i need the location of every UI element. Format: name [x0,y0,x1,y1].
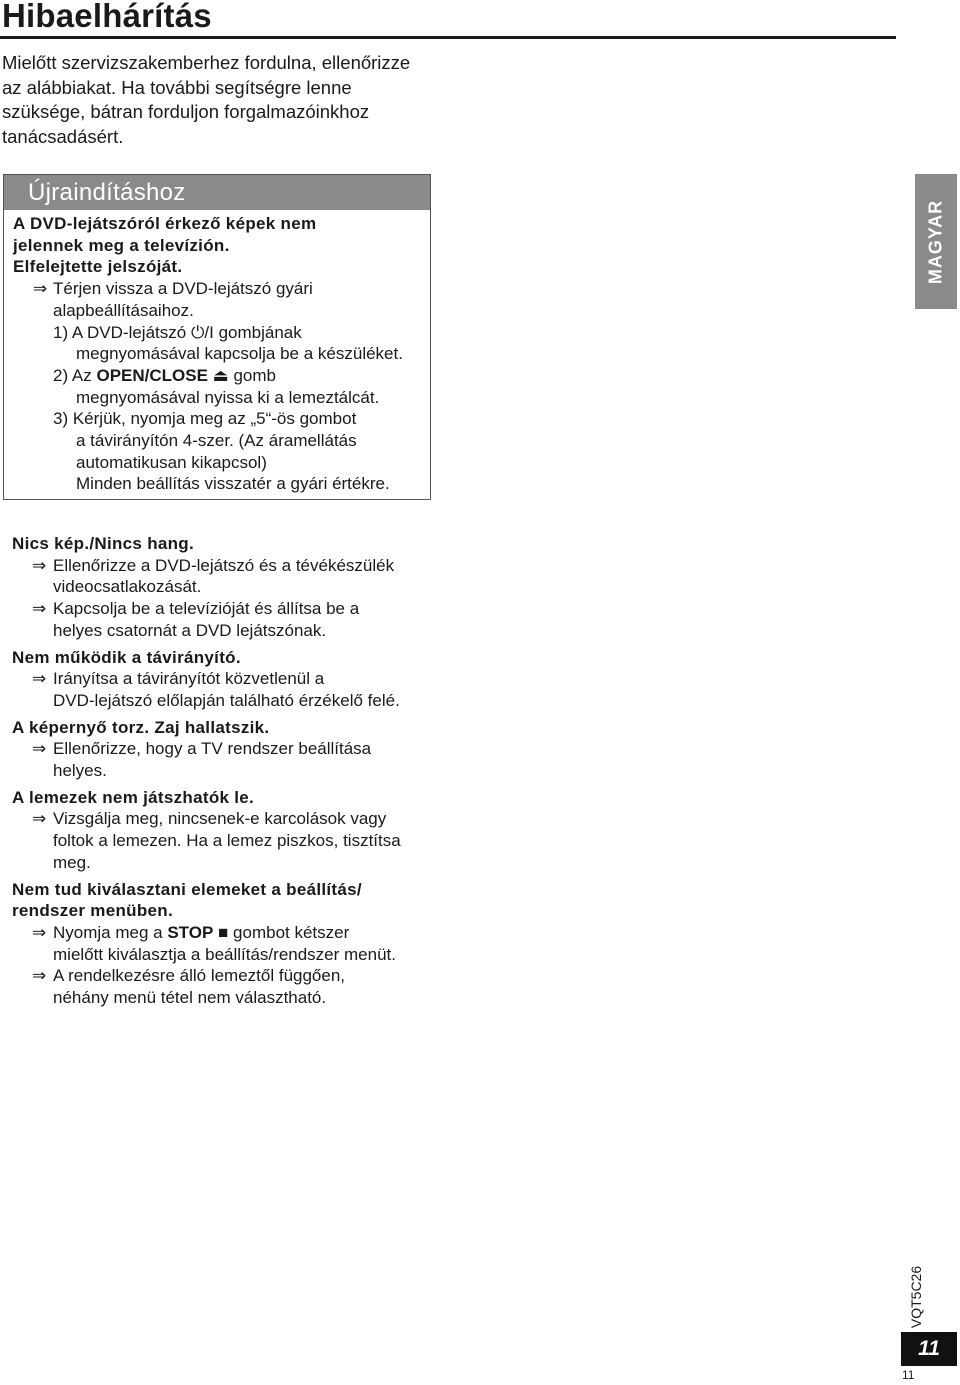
answer-cont: helyes. [53,761,107,781]
reset-step-3-cont: automatikusan kikapcsol) [76,452,267,472]
question-menu: Nem tud kiválasztani elemeket a beállítás/ [12,879,362,899]
page-title: Hibaelhárítás [2,0,212,34]
answer-cont: videocsatlakozását. [53,577,202,597]
answer: ⇒ Ellenőrizze a DVD-lejátszó és a tévékészülék [32,555,395,575]
answer: ⇒ Irányítsa a távirányítót közvetlenül a [32,669,325,689]
reset-step-3-cont: Minden beállítás visszatér a gyári értékre. [76,474,390,494]
intro-paragraph [2,51,442,149]
reset-step-2: 2) Az OPEN/CLOSE ⏏ gomb [53,365,276,385]
arrow-icon: ⇒ [32,966,47,986]
answer-cont: mielőtt kiválasztja a beállítás/rendszer menüt. [53,944,396,964]
reset-box-header: Újraindításhoz [4,175,430,210]
power-icon: ⏻/I [190,322,214,342]
answer-cont: foltok a lemezen. Ha a lemez piszkos, tisztítsa [53,831,401,851]
page-number-badge: 11 [901,1332,957,1366]
question-discs: A lemezek nem játszhatók le. [12,787,255,807]
document-code [905,1262,927,1332]
question-remote: Nem működik a távirányító. [12,647,241,667]
answer: ⇒ Kapcsolja be a televízióját és állítsa be a [32,599,360,619]
reset-question: Elfelejtette jelszóját. [13,257,183,277]
reset-box [3,174,431,500]
answer: ⇒ A rendelkezésre álló lemeztől függően, [32,966,346,986]
question-menu-cont: rendszer menüben. [12,901,173,921]
reset-step-1-cont: megnyomásával kapcsolja be a készüléket. [76,344,403,364]
answer-cont: helyes csatornát a DVD lejátszónak. [53,620,327,640]
intro-line: az alábbiakat. Ha további segítségre lenne [2,76,352,98]
reset-step-3: 3) Kérjük, nyomja meg az „5“-ös gombot [53,409,357,429]
reset-step-2-cont: megnyomásával nyissa ki a lemeztálcát. [76,387,380,407]
title-rule [0,36,896,39]
stop-key: STOP [167,922,214,942]
answer: ⇒ Nyomja meg a STOP ■ gombot kétszer [32,922,350,942]
arrow-icon: ⇒ [32,669,47,689]
open-close-key: OPEN/CLOSE [96,365,208,385]
language-tab-label: MAGYAR [925,199,946,284]
language-tab [915,174,957,309]
answer: ⇒ Vizsgálja meg, nincsenek-e karcolások vagy [32,809,387,829]
intro-line: szüksége, bátran forduljon forgalmazóinkhoz [2,101,370,122]
reset-answer-cont: alapbeállításaihoz. [53,300,194,320]
arrow-icon: ⇒ [32,739,47,759]
reset-answer: ⇒ Térjen vissza a DVD-lejátszó gyári [33,279,313,299]
intro-line: Mielőtt szervizszakemberhez fordulna, ellenőrizze [2,52,411,73]
answer: ⇒ Ellenőrizze, hogy a TV rendszer beállítása [32,739,372,759]
reset-step-1: 1) A DVD-lejátszó ⏻/I gombjának [53,322,302,342]
arrow-icon: ⇒ [32,599,47,619]
intro-line: tanácsadásért. [2,125,124,147]
eject-icon: ⏏ [212,365,229,385]
reset-question: jelennek meg a televízión. [13,235,230,255]
reset-question: A DVD-lejátszóról érkező képek nem [13,214,317,233]
stop-icon: ■ [218,922,229,942]
arrow-icon: ⇒ [32,922,47,942]
answer-cont: meg. [53,852,91,872]
document-code-text: VQT5C26 [908,1265,924,1329]
question-no-picture: Nics kép./Nincs hang. [12,534,195,553]
arrow-icon: ⇒ [33,279,48,299]
answer-cont: DVD-lejátszó előlapján található érzékelő felé. [53,690,400,710]
reset-box-body [4,210,430,495]
answer-cont: néhány menü tétel nem választható. [53,988,327,1008]
troubleshooting-list [12,533,472,1009]
arrow-icon: ⇒ [32,809,47,829]
question-distortion: A képernyő torz. Zaj hallatszik. [12,717,270,737]
page-number: 11 [902,1368,915,1382]
arrow-icon: ⇒ [32,555,47,575]
reset-step-3-cont: a távirányítón 4-szer. (Az áramellátás [76,431,357,451]
